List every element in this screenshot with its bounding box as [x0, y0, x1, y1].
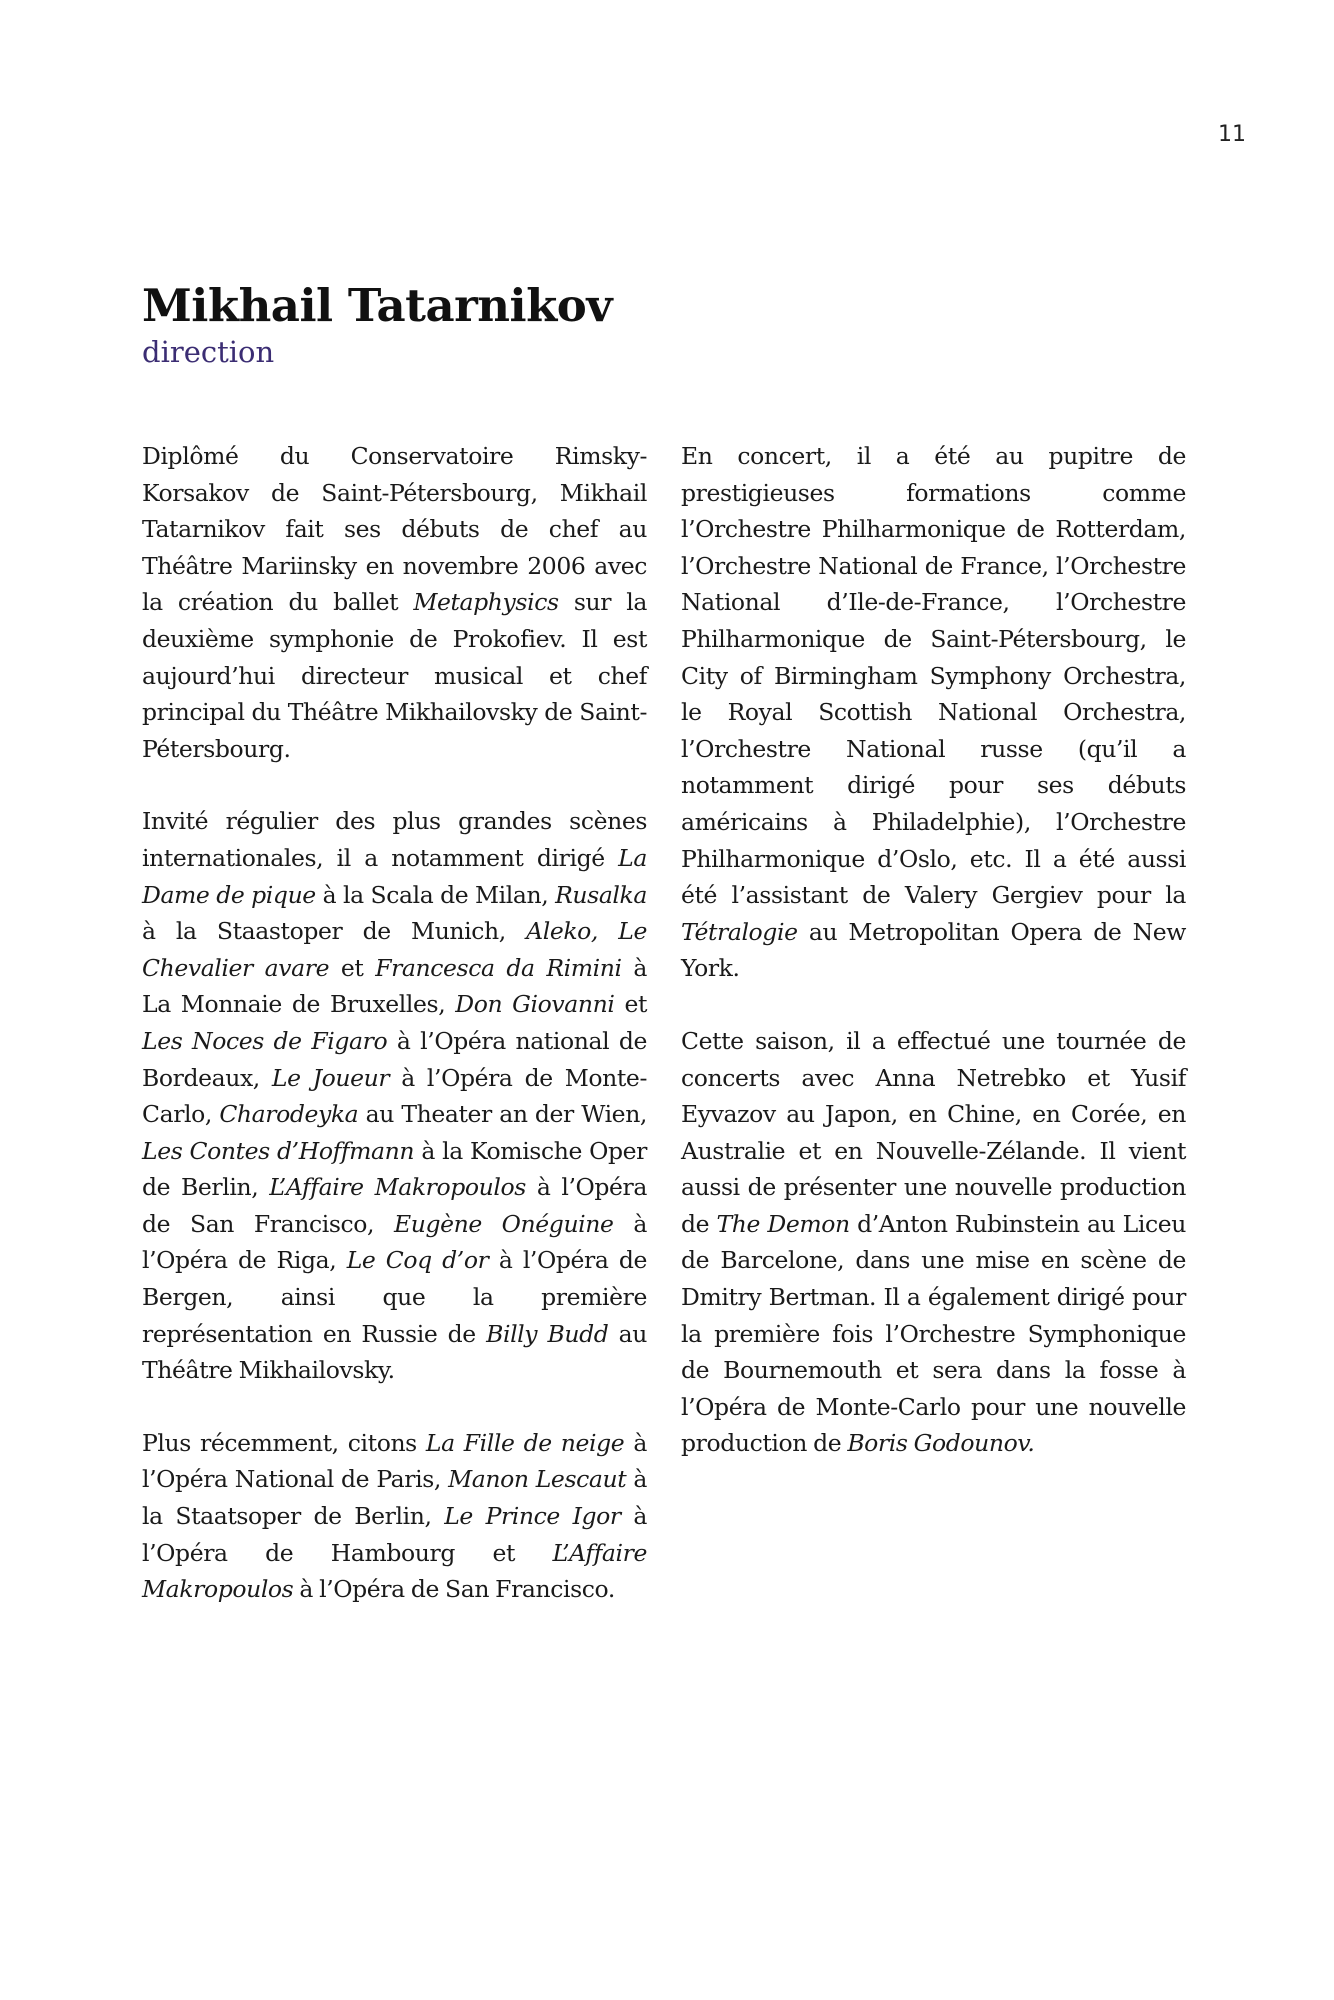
text-run: à la Staastoper de Munich, — [142, 917, 527, 946]
text-run: et — [329, 953, 376, 982]
work-title: Eugène Onéguine — [393, 1209, 614, 1238]
text-run: à la Komische Oper de Berlin, — [142, 1136, 648, 1202]
work-title: The Demon — [716, 1209, 850, 1238]
work-title: L’Affaire Makropoulos — [142, 1538, 647, 1604]
text-run: au Theater an der Wien, — [358, 1100, 647, 1129]
text-run: En concert, il a été au pupitre de prestigieuses formations comme l’Orchestre Philharmonique de Rotterdam, l’Orchestre National de France, l’Orchestre National d’Ile-de-France, l’Orchestre Philharmonique de Saint-Pétersbourg, le City of Birmingham Symphony Orchestra, le Royal Scottish National Orchestra, l’Orchestre National russe (qu’il a notamment dirigé pour ses débuts américains à Philadelphie), l’Orchestre Philharmonique d’Oslo, etc. Il a été aussi été l’assistant de Valery Gergiev pour la — [681, 442, 1186, 910]
text-run: d’Anton Rubinstein au Liceu de Barcelone, dans une mise en scène de Dmitry Bertman. Il a également dirigé pour la première fois l’Orchestre Symphonique de Bournemouth et sera dans la fosse à l’Opéra de Monte-Carlo pour une nouvelle production de — [681, 1209, 1186, 1458]
text-run: Plus récemment, citons — [142, 1428, 426, 1457]
work-title: Metaphysics — [413, 588, 559, 617]
text-run: à l’Opéra de San Francisco, — [142, 1173, 647, 1238]
text-run: à l’Opéra National de Paris, — [142, 1428, 647, 1494]
biography-paragraph — [681, 1023, 1186, 1462]
biography-right-column — [681, 438, 1186, 1644]
work-title: Manon Lescaut — [448, 1465, 627, 1494]
text-run: et — [614, 990, 647, 1019]
artist-role: direction — [142, 335, 275, 369]
work-title: Le Coq d’or — [346, 1246, 489, 1275]
work-title: Les Contes d’Hoffmann — [142, 1136, 415, 1165]
text-run: à La Monnaie de Bruxelles, — [142, 953, 648, 1019]
work-title: Billy Budd — [486, 1319, 609, 1348]
work-title: Don Giovanni — [455, 990, 615, 1019]
work-title: Charodeyka — [219, 1100, 359, 1129]
text-run: à l’Opéra de Riga, — [142, 1209, 647, 1275]
text-run: à l’Opéra de San Francisco. — [293, 1575, 615, 1604]
text-run: Diplômé du Conservatoire Rimsky-Korsakov de Saint-Pétersbourg, Mikhail Tatarnikov fait ses débuts de chef au Théâtre Mariinsky en novembre 2006 avec la création du ballet — [142, 442, 647, 617]
biography-paragraph — [681, 438, 1186, 987]
text-run: à la Scala de Milan, — [315, 880, 556, 909]
text-run: à la Staatsoper de Berlin, — [142, 1465, 648, 1531]
work-title: Les Noces de Figaro — [142, 1026, 388, 1055]
work-title: Francesca da Rimini — [375, 953, 622, 982]
text-run: à l’Opéra de Monte-Carlo, — [142, 1063, 647, 1129]
work-title: La Dame de pique — [142, 843, 647, 909]
work-title: L’Affaire Makropoulos — [269, 1173, 526, 1202]
work-title: Aleko, Le Chevalier avare — [142, 917, 647, 982]
text-run: sur la deuxième symphonie de Prokofiev. Il est aujourd’hui directeur musical et chef principal du Théâtre Mikhailovsky de Saint-Pétersbourg. — [142, 588, 647, 763]
article-header — [142, 278, 1142, 370]
biography-body — [142, 438, 1186, 1644]
work-title: La Fille de neige — [425, 1428, 625, 1457]
text-run: à l’Opéra de Hambourg et — [142, 1502, 647, 1567]
text-run: au Metropolitan Opera de New York. — [681, 917, 1186, 983]
work-title: Rusalka — [555, 880, 647, 909]
text-run: à l’Opéra national de Bordeaux, — [142, 1026, 647, 1092]
work-title: Boris Godounov. — [847, 1429, 1035, 1458]
biography-paragraph — [142, 438, 647, 767]
biography-paragraph — [142, 803, 647, 1389]
work-title: Le Joueur — [271, 1063, 390, 1092]
work-title: Le Prince Igor — [444, 1502, 621, 1531]
biography-left-column — [142, 438, 647, 1644]
text-run: Cette saison, il a effectué une tournée de concerts avec Anna Netrebko et Yusif Eyvazov au Japon, en Chine, en Corée, en Australie et en Nouvelle-Zélande. Il vient aussi de présenter une nouvelle production de — [681, 1026, 1186, 1238]
text-run: Invité régulier des plus grandes scènes internationales, il a notamment dirigé — [142, 807, 647, 872]
biography-paragraph — [142, 1425, 647, 1608]
work-title: Tétralogie — [681, 917, 798, 946]
artist-name: Mikhail Tatarnikov — [142, 279, 612, 332]
text-run: à l’Opéra de Bergen, ainsi que la première représentation en Russie de — [142, 1246, 647, 1348]
text-run: au Théâtre Mikhailovsky. — [142, 1319, 647, 1385]
page-number: 11 — [1218, 122, 1246, 147]
